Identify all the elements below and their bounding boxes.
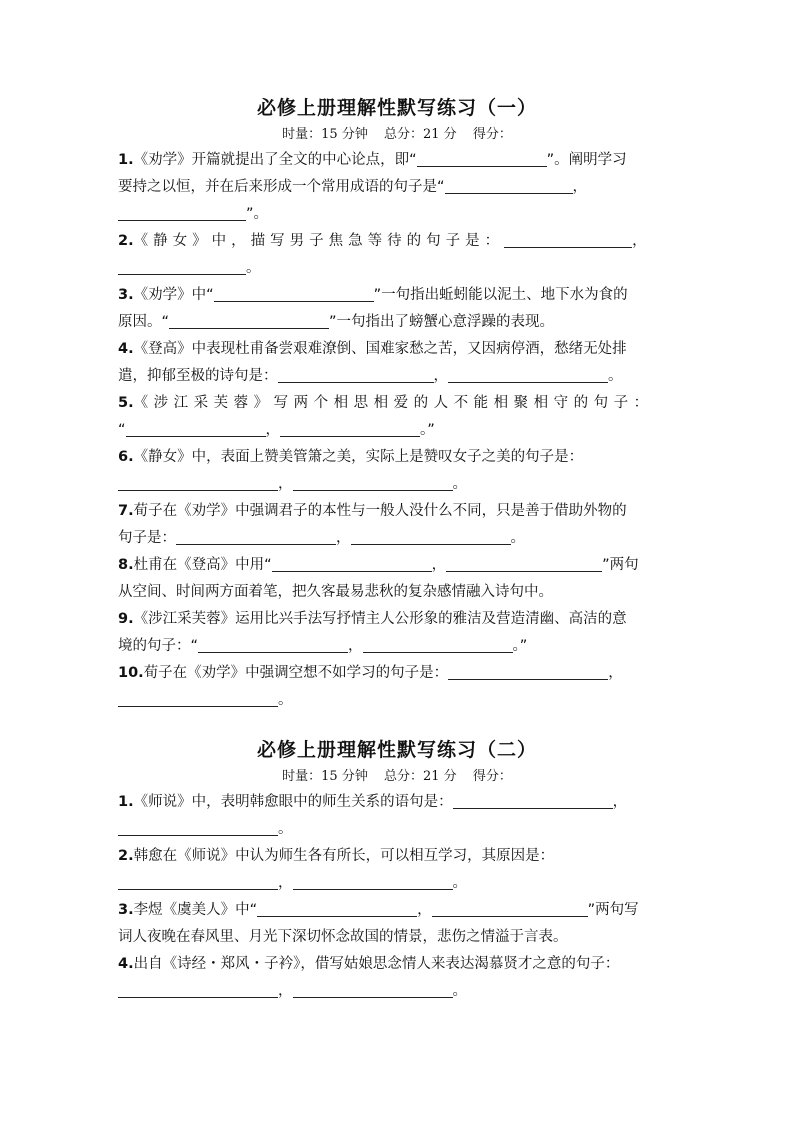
question-number: 7. [118, 503, 134, 519]
answer-blank[interactable] [445, 177, 573, 194]
answer-blank[interactable] [448, 663, 608, 680]
answer-blank[interactable] [126, 420, 266, 437]
answer-blank[interactable] [448, 366, 608, 383]
question-number: 2. [118, 848, 134, 864]
answer-blank[interactable] [118, 258, 246, 275]
answer-blank[interactable] [198, 636, 348, 653]
total-score: 总分：21 分 [383, 769, 457, 784]
question-4: 4.《登高》中表现杜甫备尝艰难潦倒、国难家愁之苦，又因病停酒，愁绪无处排 遣，抑郁至极的诗句是： ， 。 [118, 341, 627, 384]
question-number: 10. [118, 665, 144, 681]
answer-blank[interactable] [432, 900, 588, 917]
answer-blank[interactable] [504, 231, 632, 248]
answer-blank[interactable] [118, 981, 278, 998]
time-limit: 时量：15 分钟 [282, 127, 368, 142]
answer-blank[interactable] [118, 819, 278, 836]
question-number: 4. [118, 956, 134, 972]
answer-blank[interactable] [293, 981, 453, 998]
question-number: 6. [118, 449, 134, 465]
answer-blank[interactable] [118, 474, 278, 491]
answer-blank[interactable] [351, 528, 511, 545]
question-10: 10.荀子在《劝学》中强调空想不如学习的句子是： ， 。 [118, 665, 623, 708]
question-number: 2. [118, 233, 134, 249]
total-score: 总分：21 分 [383, 127, 457, 142]
answer-blank[interactable] [363, 636, 513, 653]
question-number: 3. [118, 287, 134, 303]
question-1: 1.《劝学》开篇就提出了全文的中心论点，即“ ”。阐明学习 要持之以恒，并在后来形成一个常用成语的句子是“ ， ”。 [118, 152, 627, 222]
question-3: 3.李煜《虞美人》中“ ， ”两句写 词人夜晚在春风里、月光下深切怀念故国的情景，悲伤之情溢于言表。 [118, 902, 639, 945]
question-4: 4.出自《诗经・郑风・子衿》，借写姑娘思念情人来表达渴慕贤才之意的句子： ， 。 [118, 956, 620, 999]
answer-blank[interactable] [169, 312, 329, 329]
answer-blank[interactable] [214, 285, 374, 302]
answer-blank[interactable] [176, 528, 336, 545]
answer-blank[interactable] [280, 420, 420, 437]
question-7: 7.荀子在《劝学》中强调君子的本性与一般人没什么不同，只是善于借助外物的 句子是： ， 。 [118, 503, 627, 546]
question-5: 5.《涉江采芙蓉》写两个相思相爱的人不能相聚相守的句子： “ ， 。” [118, 395, 654, 438]
section-meta [0, 123, 794, 147]
exercise-section-1 [0, 93, 794, 714]
question-number: 8. [118, 557, 134, 573]
section-meta [0, 765, 794, 789]
answer-blank[interactable] [293, 474, 453, 491]
exercise-section-2 [0, 735, 794, 1005]
answer-blank[interactable] [118, 690, 278, 707]
question-2: 2.韩愈在《师说》中认为师生各有所长，可以相互学习，其原因是： ， 。 [118, 848, 555, 891]
score-field: 得分： [472, 127, 512, 142]
answer-blank[interactable] [446, 555, 602, 572]
section-title: 必修上册理解性默写练习（一） [256, 97, 537, 119]
score-field: 得分： [472, 769, 512, 784]
question-number: 1. [118, 152, 134, 168]
time-limit: 时量：15 分钟 [282, 769, 368, 784]
answer-blank[interactable] [417, 150, 547, 167]
section-title: 必修上册理解性默写练习（二） [256, 739, 537, 761]
question-1: 1.《师说》中，表明韩愈眼中的师生关系的语句是： ， 。 [118, 794, 628, 837]
answer-blank[interactable] [118, 873, 278, 890]
question-2: 2.《静女》中，描写男子焦急等待的句子是： ， 。 [118, 233, 647, 276]
answer-blank[interactable] [118, 204, 246, 221]
question-3: 3.《劝学》中“ ”一句指出蚯蚓能以泥土、地下水为食的 原因。“ ”一句指出了螃蟹心意浮躁的表现。 [118, 287, 628, 330]
answer-blank[interactable] [293, 873, 453, 890]
question-number: 3. [118, 902, 134, 918]
question-8: 8.杜甫在《登高》中用“ ， ”两句 从空间、时间两方面着笔，把久客最易悲秋的复杂感情融入诗句中。 [118, 557, 639, 600]
answer-blank[interactable] [272, 555, 432, 572]
answer-blank[interactable] [278, 366, 434, 383]
question-number: 1. [118, 794, 134, 810]
question-number: 4. [118, 341, 134, 357]
question-number: 9. [118, 611, 134, 627]
question-number: 5. [118, 395, 134, 411]
question-9: 9.《涉江采芙蓉》运用比兴手法写抒情主人公形象的雅洁及营造清幽、高洁的意 境的句子：“ ， 。” [118, 611, 627, 654]
question-6: 6.《静女》中，表面上赞美管箫之美，实际上是赞叹女子之美的句子是： ， 。 [118, 449, 584, 492]
answer-blank[interactable] [257, 900, 417, 917]
answer-blank[interactable] [453, 792, 613, 809]
